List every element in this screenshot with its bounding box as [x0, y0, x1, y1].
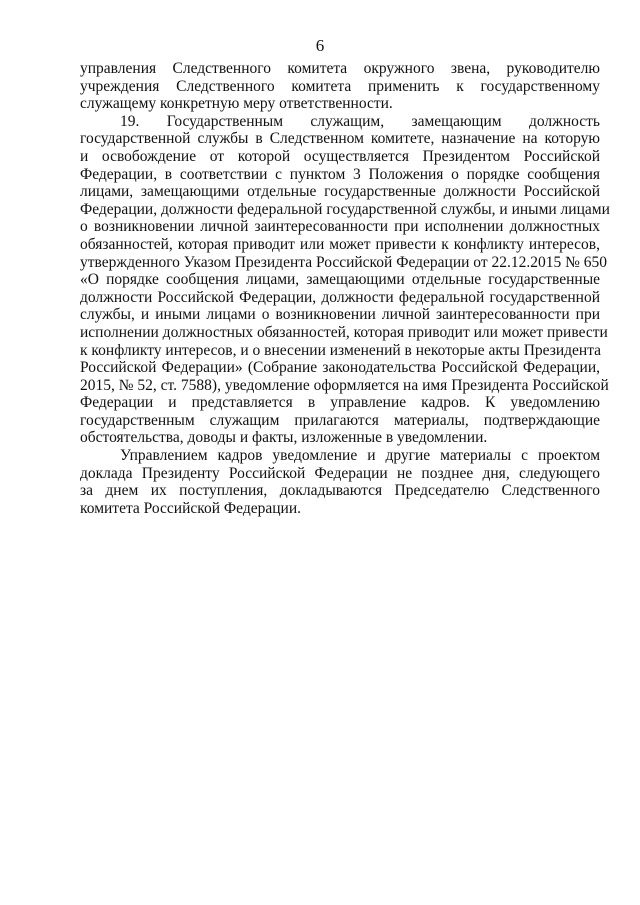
paragraph-line: к конфликту интересов, и о внесении изменений в некоторые акты Президента: [80, 341, 602, 359]
document-body: [80, 60, 610, 517]
paragraph-line: управления Следственного комитета окружного звена, руководителю: [80, 60, 600, 77]
paragraph-line: обстоятельства, доводы и факты, изложенные в уведомлении.: [80, 429, 488, 447]
paragraph-line: комитета Российской Федерации.: [80, 499, 302, 517]
paragraph-line: Федерации, в соответствии с пунктом 3 Положения о порядке сообщения: [80, 165, 600, 183]
paragraph-line: Управлением кадров уведомление и другие материалы с проектом: [120, 447, 600, 465]
paragraph-line: государственной службы в Следственном комитете, назначение на которую: [80, 130, 600, 148]
paragraph-line: утвержденного Указом Президента Российской Федерации от 22.12.2015 № 650: [80, 253, 608, 271]
paragraph-line: о возникновении личной заинтересованности при исполнении должностных: [80, 218, 600, 236]
paragraph-line: лицами, замещающими отдельные государственные должности Российской: [80, 183, 600, 201]
paragraph-line: должности Российской Федерации, должности федеральной государственной: [80, 288, 600, 306]
paragraph-line: за днем их поступления, докладываются Председателю Следственного: [80, 482, 600, 500]
paragraph-line: 2015, № 52, ст. 7588), уведомление оформляется на имя Президента Российской: [80, 376, 609, 394]
paragraph-line: служащему конкретную меру ответственности.: [80, 95, 393, 113]
paragraph-hr-submission: [80, 447, 600, 517]
paragraph-line: 19. Государственным служащим, замещающим должность: [120, 112, 600, 130]
paragraph-line: Федерации, должности федеральной государственной службы, и иными лицами: [80, 200, 610, 218]
paragraph-line: Федерации и представляется в управление кадров. К уведомлению: [80, 394, 600, 412]
paragraph-item-19: [80, 112, 610, 447]
paragraph-line: государственным служащим прилагаются материалы, подтверждающие: [80, 411, 600, 429]
paragraph-line: исполнении должностных обязанностей, которая приводит или может привести: [80, 323, 608, 341]
paragraph-line: и освобождение от которой осуществляется Президентом Российской: [80, 147, 600, 165]
paragraph-line: Российской Федерации» (Собрание законодательства Российской Федерации,: [80, 359, 600, 377]
paragraph-line: учреждения Следственного комитета применить к государственному: [80, 77, 600, 95]
page-number: 6: [315, 36, 325, 55]
paragraph-responsibility-measure: [80, 60, 600, 113]
paragraph-line: доклада Президенту Российской Федерации не позднее дня, следующего: [80, 464, 600, 482]
paragraph-line: службы, и иными лицами о возникновении личной заинтересованности при: [80, 306, 600, 324]
paragraph-line: обязанностей, которая приводит или может привести к конфликту интересов,: [80, 235, 600, 253]
paragraph-line: «О порядке сообщения лицами, замещающими отдельные государственные: [80, 271, 600, 289]
